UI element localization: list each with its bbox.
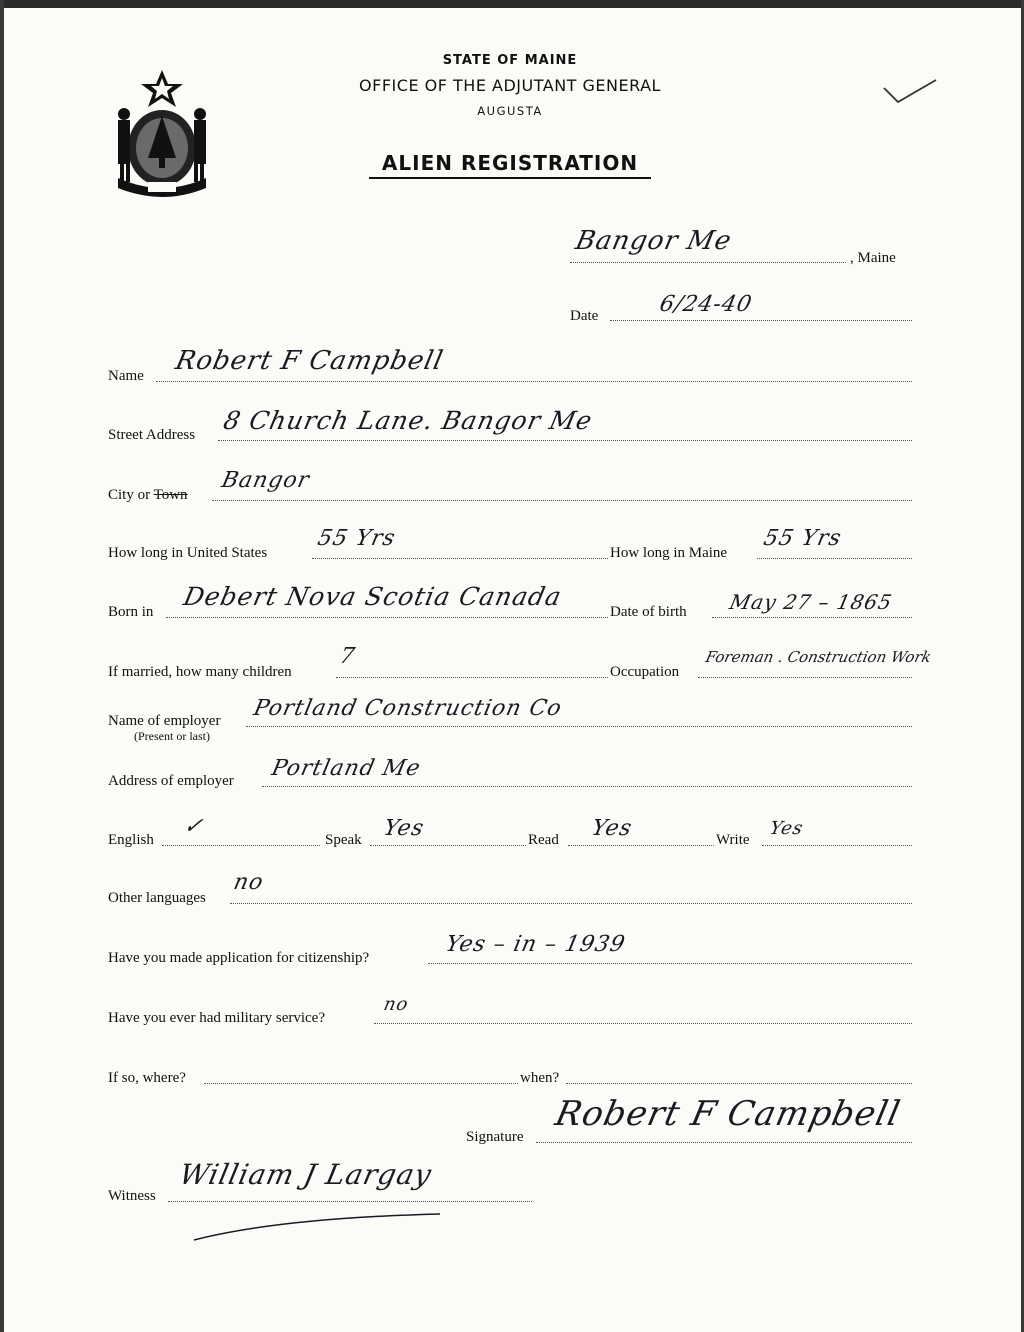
english-label: English xyxy=(108,832,154,848)
write-label: Write xyxy=(716,832,750,848)
maine-label: How long in Maine xyxy=(610,545,728,561)
date-label: Date xyxy=(570,308,599,324)
military-value: no xyxy=(381,994,411,1015)
children-value: 7 xyxy=(337,644,358,669)
when-label: when? xyxy=(520,1070,560,1086)
employer-sublabel: (Present or last) xyxy=(134,729,210,743)
emp-addr-label: Address of employer xyxy=(108,773,234,789)
us-label: How long in United States xyxy=(108,545,268,561)
witness-flourish xyxy=(190,1200,450,1250)
emp-addr-line xyxy=(262,786,912,787)
speak-label: Speak xyxy=(325,832,362,848)
city-label-city: City or xyxy=(108,487,151,503)
other-lang-value: no xyxy=(231,870,267,895)
header-city: AUGUSTA xyxy=(477,104,543,118)
citizenship-value: Yes – in – 1939 xyxy=(443,932,628,957)
other-lang-label: Other languages xyxy=(108,890,206,906)
read-label: Read xyxy=(528,832,559,848)
occupation-label: Occupation xyxy=(610,664,680,680)
location-line xyxy=(570,262,846,263)
name-label: Name xyxy=(108,368,144,384)
read-value: Yes xyxy=(589,816,635,841)
write-value: Yes xyxy=(767,818,806,839)
date-value: 6/24-40 xyxy=(657,292,755,317)
maine-state-seal-icon xyxy=(108,66,216,198)
scan-edge-top xyxy=(0,0,1024,8)
street-label: Street Address xyxy=(108,427,196,443)
maine-line xyxy=(757,558,912,559)
header-office: OFFICE OF THE ADJUTANT GENERAL xyxy=(359,76,661,95)
children-label: If married, how many children xyxy=(108,664,292,680)
signature-line xyxy=(536,1142,912,1143)
city-label-town-struck: Town xyxy=(153,487,188,503)
citizenship-label: Have you made application for citizenship? xyxy=(108,950,370,966)
employer-line xyxy=(246,726,912,727)
name-line xyxy=(156,381,912,382)
military-line xyxy=(374,1023,912,1024)
occupation-value: Foreman . Construction Work xyxy=(704,648,933,666)
where-label: If so, where? xyxy=(108,1070,186,1086)
speak-line xyxy=(370,845,526,846)
citizenship-line xyxy=(428,963,912,964)
name-value: Robert F Campbell xyxy=(172,346,447,376)
when-line xyxy=(566,1083,912,1084)
location-suffix: , Maine xyxy=(850,250,896,266)
other-lang-line xyxy=(230,903,912,904)
english-line xyxy=(162,845,320,846)
city-label xyxy=(108,487,188,504)
english-value: ✓ xyxy=(181,814,207,839)
street-value: 8 Church Lane. Bangor Me xyxy=(220,406,596,435)
born-label: Born in xyxy=(108,604,154,620)
write-line xyxy=(762,845,912,846)
occupation-line xyxy=(698,677,912,678)
street-line xyxy=(218,440,912,441)
witness-value: William J Largay xyxy=(176,1158,435,1191)
form-title: ALIEN REGISTRATION xyxy=(369,151,651,179)
us-value: 55 Yrs xyxy=(315,526,398,551)
speak-value: Yes xyxy=(381,816,427,841)
maine-value: 55 Yrs xyxy=(761,526,844,551)
location-value: Bangor Me xyxy=(572,226,735,256)
where-line xyxy=(204,1083,518,1084)
us-line xyxy=(312,558,608,559)
dob-label: Date of birth xyxy=(610,604,687,620)
born-line xyxy=(166,617,608,618)
emp-addr-value: Portland Me xyxy=(269,756,424,781)
check-mark-icon xyxy=(880,76,940,106)
signature-label: Signature xyxy=(466,1129,524,1145)
city-line xyxy=(212,500,912,501)
children-line xyxy=(336,677,608,678)
scan-edge-left xyxy=(0,0,4,1332)
employer-label: Name of employer xyxy=(108,713,221,729)
header-state: STATE OF MAINE xyxy=(442,53,578,68)
date-line xyxy=(610,320,912,321)
read-line xyxy=(568,845,714,846)
signature-value: Robert F Campbell xyxy=(551,1094,905,1134)
dob-line xyxy=(712,617,912,618)
witness-label: Witness xyxy=(108,1188,156,1204)
military-label: Have you ever had military service? xyxy=(108,1010,325,1026)
employer-value: Portland Construction Co xyxy=(251,696,565,721)
born-value: Debert Nova Scotia Canada xyxy=(180,582,565,611)
dob-value: May 27 – 1865 xyxy=(727,590,895,614)
city-value: Bangor xyxy=(219,468,312,493)
